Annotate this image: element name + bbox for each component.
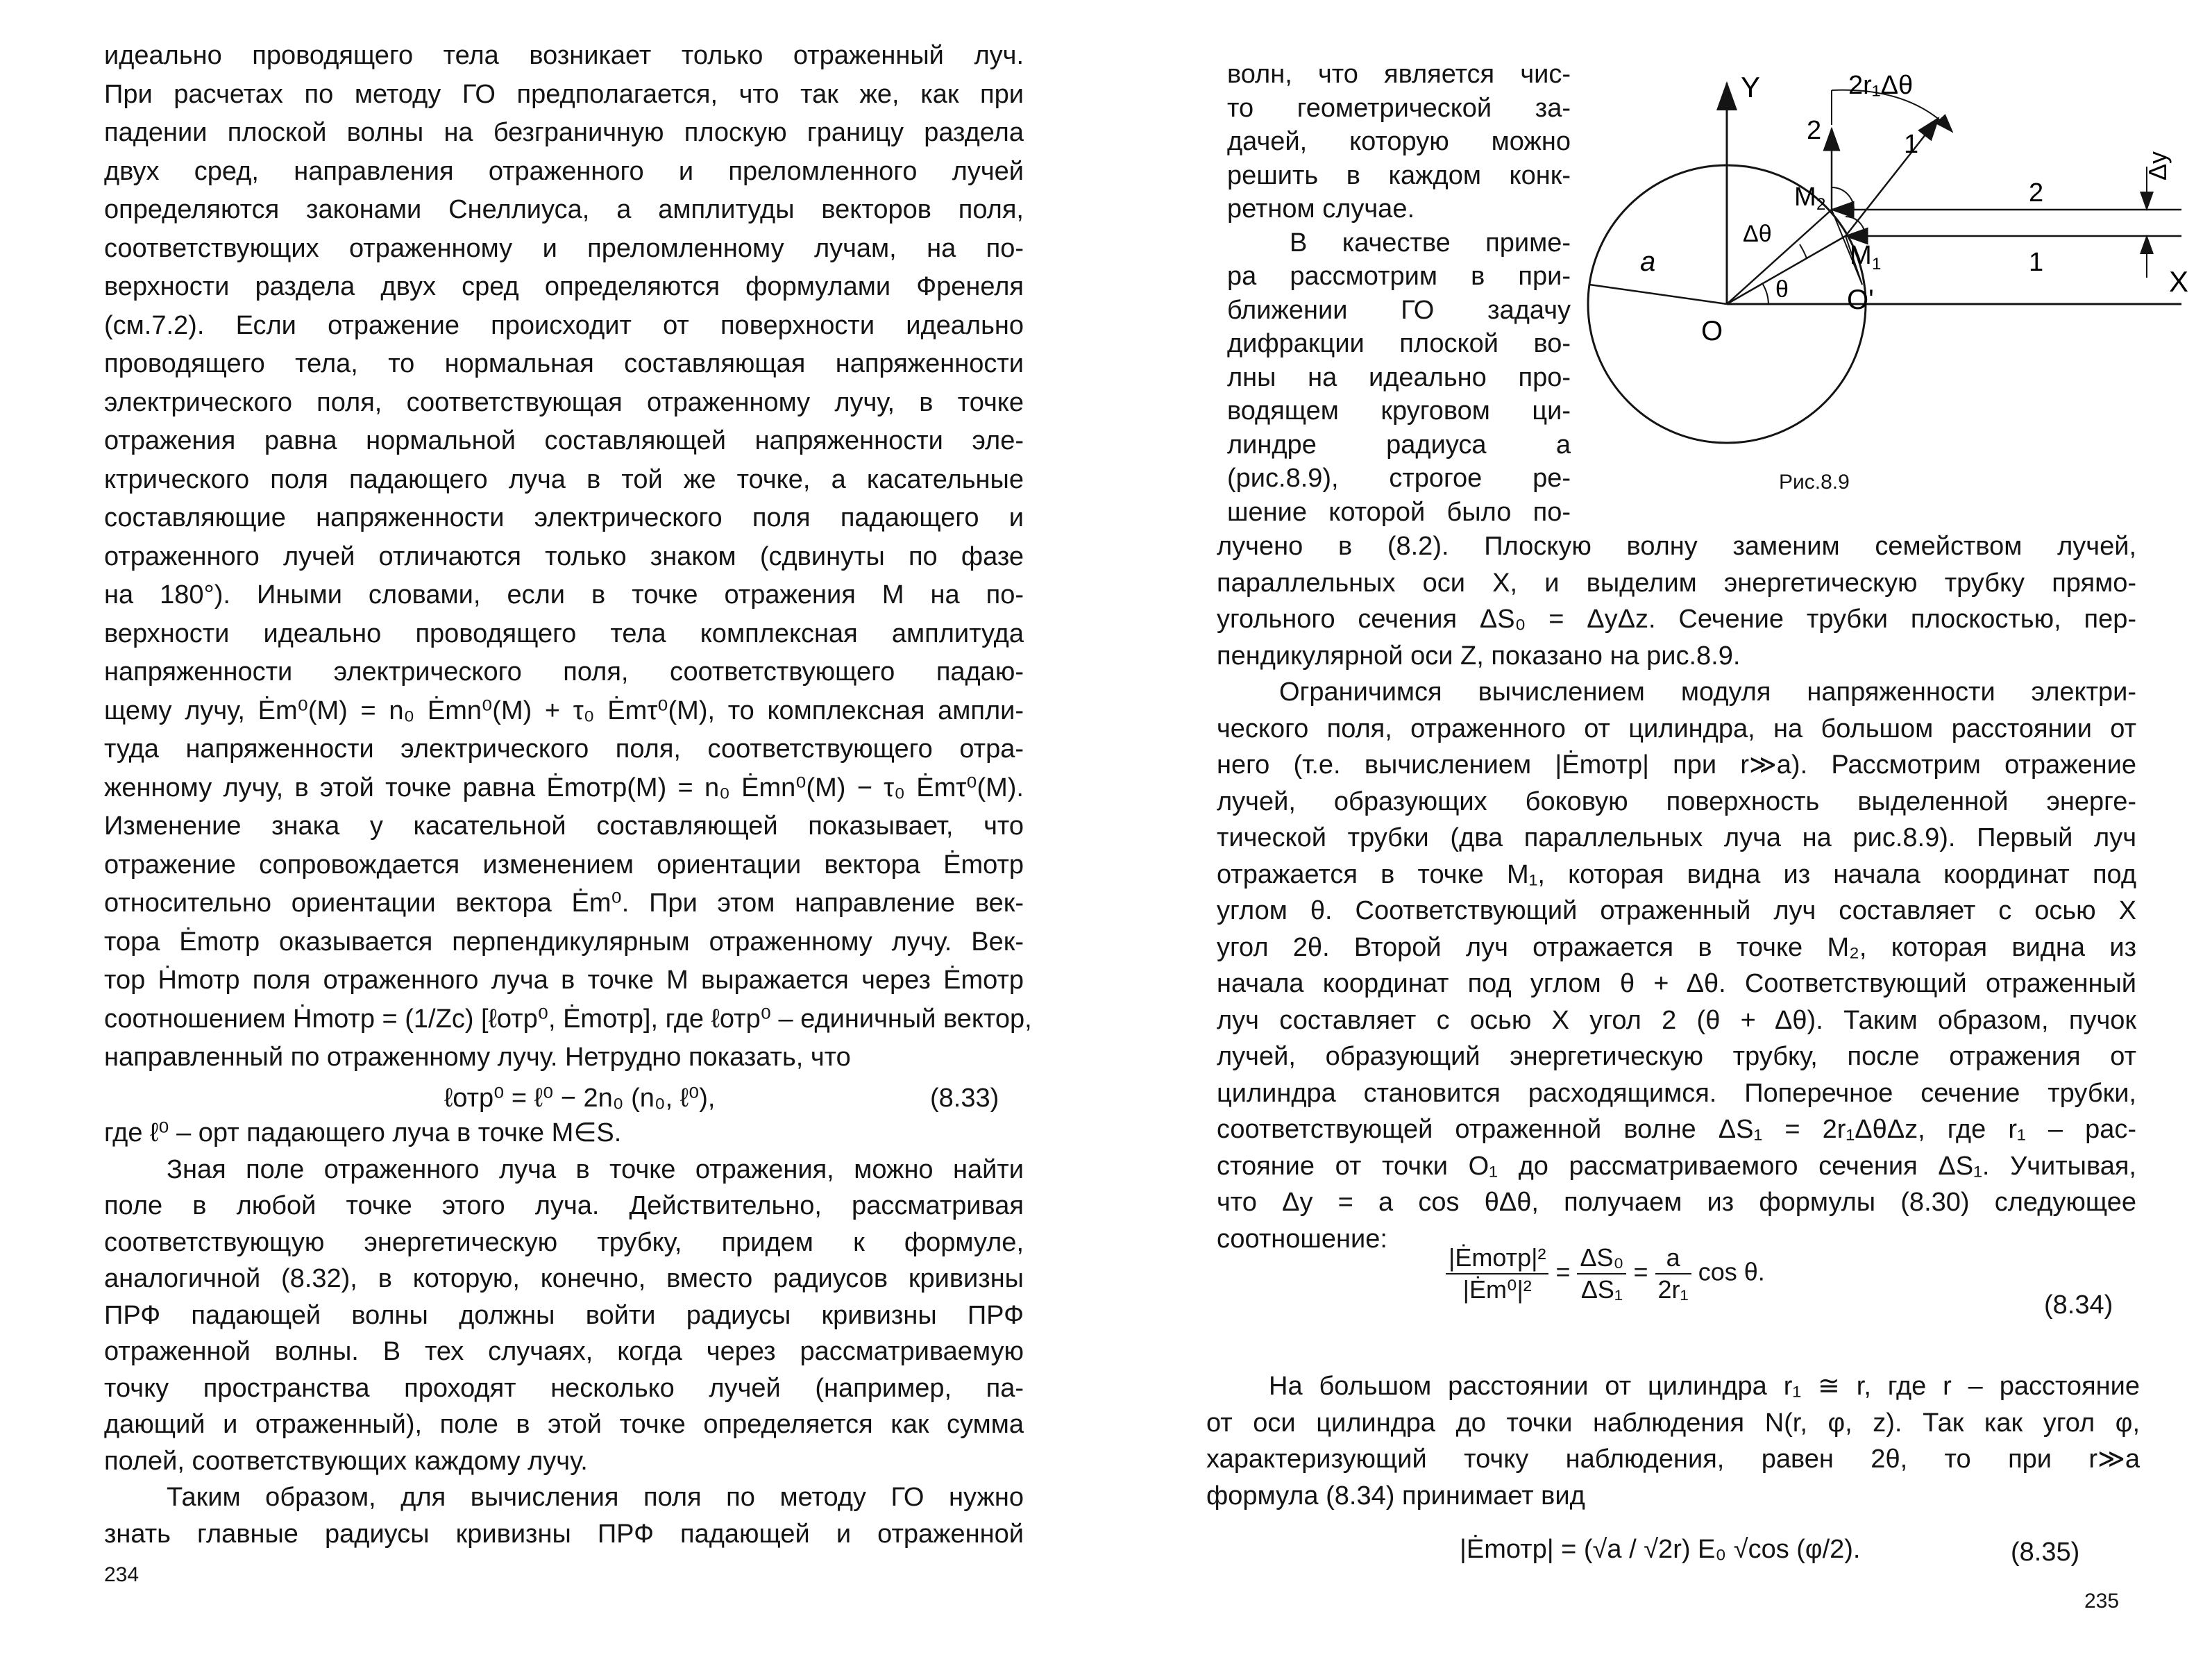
page-number: 235 bbox=[2084, 1590, 2120, 1613]
text-line: лучей, образующих боковую поверхность выделенной энерге- bbox=[1217, 786, 2136, 816]
equation-number: (8.35) bbox=[2011, 1538, 2080, 1567]
text-line: двух сред, направления отраженного и преломленного лучей bbox=[104, 156, 1024, 186]
text-line: дающий и отраженный), поле в этой точке определяется как сумма bbox=[104, 1410, 1024, 1439]
text-line: Ограничимся вычислением модуля напряженности электри- bbox=[1279, 678, 2136, 707]
label-ray2-out: 2 bbox=[1807, 116, 1822, 145]
text-line: где ℓ⁰ – орт падающего луча в точке M∈S. bbox=[104, 1118, 622, 1147]
text-line: (рис.8.9), строгое ре- bbox=[1227, 464, 1571, 493]
text-line: угол 2θ. Второй луч отражается в точке M₂, которая видна из bbox=[1217, 932, 2136, 962]
text-line: проводящего тела, то нормальная составляющая напряженности bbox=[104, 349, 1024, 378]
text-line: ра рассмотрим в при- bbox=[1227, 262, 1571, 291]
text-line: него (т.е. вычислением |Ėmотр| при r≫a). Рассмотрим отражение bbox=[1217, 750, 2136, 780]
text-line: соответствующую энергетическую трубку, придем к формуле, bbox=[104, 1227, 1024, 1257]
equation-number: (8.34) bbox=[2044, 1290, 2113, 1320]
text-line: На большом расстоянии от цилиндра r₁ ≅ r, где r – расстояние bbox=[1269, 1372, 2140, 1401]
text-line: углом θ. Соответствующий отраженный луч составляет с осью X bbox=[1217, 896, 2136, 925]
text-line: лучено в (8.2). Плоскую волну заменим семейством лучей, bbox=[1217, 532, 2136, 561]
diagram bbox=[1578, 62, 2195, 479]
fraction-area-ratio bbox=[1577, 1243, 1626, 1305]
text-line: отраженного лучей отличаются только знаком (сдвинуты по фазе bbox=[104, 541, 1024, 571]
label-a: a bbox=[1640, 246, 1656, 277]
text-line: на 180°). Иными словами, если в точке отражения M на по- bbox=[104, 580, 1024, 609]
text-line: (см.7.2). Если отражение происходит от поверхности идеально bbox=[104, 310, 1024, 340]
text-line: тической трубки (два параллельных луча на рис.8.9). Первый луч bbox=[1217, 823, 2136, 852]
formula-8-33: ℓотр⁰ = ℓ⁰ − 2n₀ (n₀, ℓ⁰), bbox=[444, 1084, 716, 1113]
text-line: линдре радиуса a bbox=[1227, 430, 1571, 460]
text-line: туда напряженности электрического поля, соответствующего отра- bbox=[104, 734, 1024, 764]
text-line: лны на идеально про- bbox=[1227, 362, 1571, 392]
label-o-prime: O' bbox=[1847, 285, 1874, 315]
denominator: |Ėm⁰|² bbox=[1462, 1275, 1532, 1304]
text-line: относительно ориентации вектора Ėm⁰. При этом направление век- bbox=[104, 889, 1024, 918]
numerator: |Ėmотр|² bbox=[1446, 1243, 1548, 1274]
text-line: направленный по отраженному лучу. Нетрудно показать, что bbox=[104, 1043, 851, 1072]
text-line: параллельных оси X, и выделим энергетическую трубку прямо- bbox=[1217, 568, 2136, 598]
text-line: соотношением Ḣmотр = (1/Zc) [ℓотр⁰, Ėmотр], где ℓотр⁰ – единичный вектор, bbox=[104, 1004, 1032, 1034]
denominator: 2r₁ bbox=[1657, 1275, 1689, 1304]
text-line: тора Ėmотр оказывается перпендикулярным отраженному лучу. Век- bbox=[104, 927, 1024, 957]
text-line: стояние от точки O₁ до рассматриваемого сечения ΔS₁. Учитывая, bbox=[1217, 1151, 2136, 1181]
text-line: начала координат под углом θ + Δθ. Соответствующий отраженный bbox=[1217, 969, 2136, 998]
figure-8-9 bbox=[1578, 62, 2195, 479]
numerator: ΔS₀ bbox=[1577, 1243, 1626, 1274]
text-line: ПРФ падающей волны должны войти радиусы кривизны ПРФ bbox=[104, 1300, 1024, 1330]
label-theta: θ bbox=[1775, 276, 1789, 303]
text-line: Зная поле отраженного луча в точке отражения, можно найти bbox=[167, 1154, 1024, 1184]
text-line: В качестве приме- bbox=[1290, 228, 1571, 258]
text-line: пендикулярной оси Z, показано на рис.8.9. bbox=[1217, 641, 1741, 671]
page-number: 234 bbox=[104, 1563, 140, 1586]
formula-tail: cos θ. bbox=[1698, 1257, 1765, 1286]
text-line: точку пространства проходят несколько лучей (например, па- bbox=[104, 1373, 1024, 1403]
text-line: отражения равна нормальной составляющей напряженности эле- bbox=[104, 426, 1024, 455]
text-line: угольного сечения ΔS₀ = ΔyΔz. Сечение трубки плоскостью, пер- bbox=[1217, 605, 2136, 634]
text-line: волн, что является чис- bbox=[1227, 60, 1571, 89]
text-line: щему лучу, Ėm⁰(M) = n₀ Ėmn⁰(M) + τ₀ Ėmτ⁰(M), то комплексная ампли- bbox=[104, 696, 1024, 725]
text-line: верхности раздела двух сред определяются формулами Френеля bbox=[104, 272, 1024, 301]
numerator: a bbox=[1655, 1243, 1691, 1274]
text-line: отражается в точке M₁, которая видна из начала координат под bbox=[1217, 859, 2136, 889]
text-line: ретном случае. bbox=[1227, 194, 1415, 224]
label-ray1-in: 1 bbox=[2029, 248, 2044, 277]
text-line: электрического поля, соответствующая отраженному лучу, в точке bbox=[104, 387, 1024, 417]
reflected-ray-1 bbox=[1846, 118, 1939, 236]
denominator: ΔS₁ bbox=[1580, 1275, 1623, 1304]
text-line: ческого поля, отраженного от цилиндра, на большом расстоянии от bbox=[1217, 714, 2136, 743]
text-line: характеризующий точку наблюдения, равен 2θ, то при r≫a bbox=[1206, 1445, 2140, 1474]
text-line: определяются законами Снеллиуса, а амплитуды векторов поля, bbox=[104, 195, 1024, 224]
text-line: аналогичной (8.32), в которую, конечно, вместо радиусов кривизны bbox=[104, 1264, 1024, 1293]
text-line: шение которой было по- bbox=[1227, 497, 1571, 527]
text-line: Изменение знака у касательной составляющей показывает, что bbox=[104, 811, 1024, 841]
label-dtheta: Δθ bbox=[1743, 221, 1772, 247]
fraction-field-ratio bbox=[1446, 1243, 1548, 1305]
text-line: При расчетах по методу ГО предполагается, что так же, как при bbox=[104, 79, 1024, 109]
text-line: знать главные радиусы кривизны ПРФ падающей и отраженной bbox=[104, 1519, 1024, 1549]
label-ray2-in: 2 bbox=[2029, 178, 2044, 208]
label-x: X bbox=[2169, 265, 2189, 298]
text-line: отражение сопровождается изменением ориентации вектора Ėmотр bbox=[104, 850, 1024, 880]
text-line: дачей, которую можно bbox=[1227, 127, 1571, 156]
label-2r1dtheta: 2r₁Δθ bbox=[1848, 71, 1914, 100]
text-line: то геометрической за- bbox=[1227, 93, 1571, 123]
text-line: луч составляет с осью X угол 2 (θ + Δθ). Таким образом, пучок bbox=[1217, 1005, 2136, 1035]
text-line: соотношение: bbox=[1217, 1224, 1387, 1254]
text-line: полей, соответствующих каждому лучу. bbox=[104, 1446, 588, 1476]
formula-8-34: $\frac{\text{|Ėmотр|²}}{\text{|Ėm⁰|²}}$ = $\frac{\text{ΔS₀}}{\text{ΔS₁}}$ = $\frac{a}{\text{2r₁}}$ cos θ. bbox=[1446, 1243, 1765, 1305]
equation-number: (8.33) bbox=[930, 1084, 999, 1113]
text-line: водящем круговом ци- bbox=[1227, 396, 1571, 426]
text-line: Таким образом, для вычисления поля по методу ГО нужно bbox=[167, 1483, 1024, 1512]
text-line: тор Ḣmотр поля отраженного луча в точке M выражается через Ėmотр bbox=[104, 966, 1024, 995]
label-y: Y bbox=[1741, 71, 1761, 103]
fraction-radius-ratio bbox=[1655, 1243, 1691, 1305]
dtheta-arc bbox=[1800, 244, 1807, 258]
text-line: соответствующих отраженному и преломленному лучам, на по- bbox=[104, 233, 1024, 263]
text-line: от оси цилиндра до точки наблюдения N(r, φ, z). Так как угол φ, bbox=[1206, 1408, 2140, 1438]
label-m2-sub: 2 bbox=[1816, 195, 1826, 214]
text-line: решить в каждом конк- bbox=[1227, 160, 1571, 190]
text-line: ктрического поля падающего луча в той же точке, а касательные bbox=[104, 464, 1024, 494]
text-line: дифракции плоской во- bbox=[1227, 329, 1571, 358]
text-line: составляющие напряженности электрического поля падающего и bbox=[104, 503, 1024, 532]
text-line: идеально проводящего тела возникает только отраженный луч. bbox=[104, 41, 1024, 70]
formula-8-35: |Ėmотр| = (√a / √2r) E₀ √cos (φ/2). bbox=[1460, 1535, 1861, 1564]
text-line: формула (8.34) принимает вид bbox=[1206, 1481, 1585, 1511]
label-o: O bbox=[1701, 316, 1723, 346]
text-line: отраженной волны. В тех случаях, когда через рассматриваемую bbox=[104, 1337, 1024, 1366]
label-dy: Δy bbox=[2143, 151, 2172, 180]
text-line: верхности идеально проводящего тела комплексная амплитуда bbox=[104, 619, 1024, 648]
radius-a bbox=[1589, 285, 1727, 304]
text-line: соответствующей отраженной волне ΔS₁ = 2r₁ΔθΔz, где r₁ – рас- bbox=[1217, 1115, 2136, 1144]
label-m2: M bbox=[1794, 183, 1816, 212]
theta-arc bbox=[1762, 283, 1768, 304]
right-page bbox=[1106, 0, 2212, 1666]
text-line: что Δy = a cos θΔθ, получаем из формулы (8.30) следующее bbox=[1217, 1188, 2136, 1217]
text-line: поле в любой точке этого луча. Действительно, рассматривая bbox=[104, 1191, 1024, 1220]
text-line: ближении ГО задачу bbox=[1227, 295, 1571, 325]
label-m1-sub: 1 bbox=[1872, 255, 1882, 274]
label-ray1-out: 1 bbox=[1904, 130, 1919, 159]
label-m1: M bbox=[1850, 241, 1872, 270]
text-line: женному лучу, в этой точке равна Ėmотр(M) = n₀ Ėmn⁰(M) − τ₀ Ėmτ⁰(M). bbox=[104, 773, 1024, 802]
text-line: цилиндра становится расходящимся. Поперечное сечение трубки, bbox=[1217, 1078, 2136, 1108]
text-line: падении плоской волны на безграничную плоскую границу раздела bbox=[104, 118, 1024, 147]
figure-caption: Рис.8.9 bbox=[1779, 471, 1850, 494]
text-line: лучей, образующий энергетическую трубку, после отражения от bbox=[1217, 1042, 2136, 1071]
text-line: напряженности электрического поля, соответствующего падаю- bbox=[104, 657, 1024, 687]
